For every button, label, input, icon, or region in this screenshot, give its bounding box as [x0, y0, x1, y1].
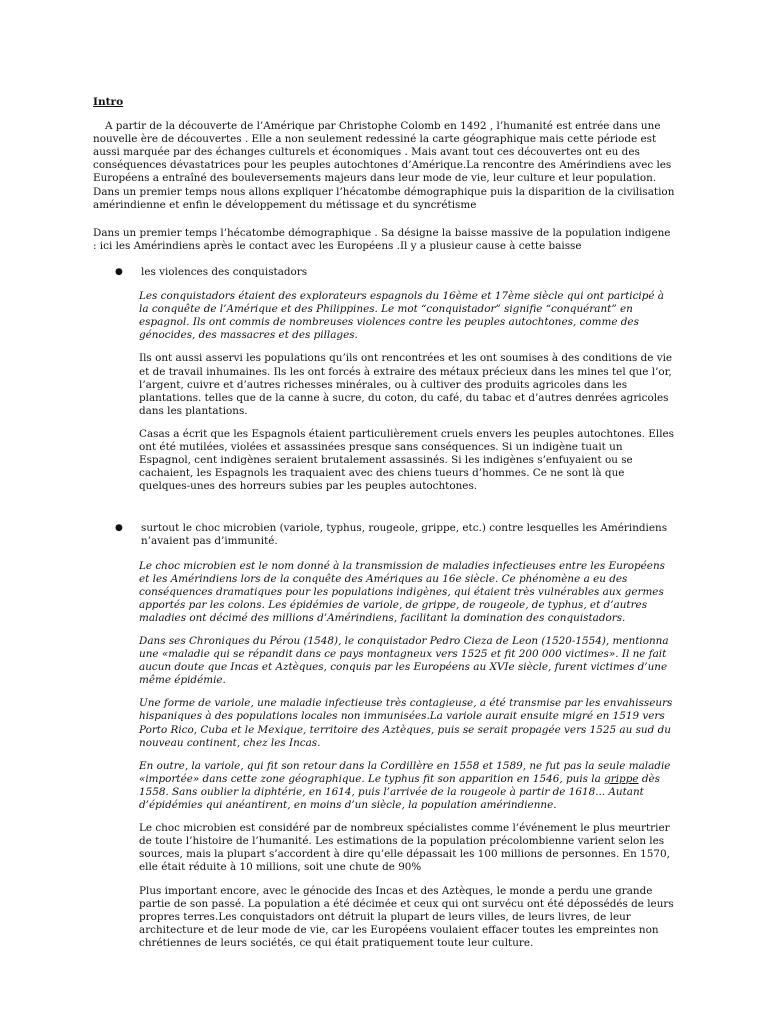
- epidemies-text-start: En outre, la variole, qui fit son retour dans la Cordillère en 1558 et 1589, ne fut pas la seule maladie «importée» dans cette zone géographique. Le typhus fit son apparition en 1546, puis la: [139, 759, 671, 785]
- enslavement-paragraph: Ils ont aussi asservi les populations qu’ils ont rencontrées et les ont soumises à des conditions de vie et de travail inhumaines. Ils les ont forcés à extraire des métaux précieux dans les mines tel que l’or, l’argent, cuivre et d’autres richesses minérales, ou à cultiver des produits agricoles dans les plantations. telles que de la canne à sucre, du coton, du café, du tabac et d’autres denrées agricoles dans les plantations.: [139, 352, 673, 417]
- section-intro-paragraph: Dans un premier temps l’hécatombe démographique . Sa désigne la baisse massive de la population indigene : ici les Amérindiens après le contact avec les Européens .Il y a plusieur cause à cette baisse: [93, 226, 671, 252]
- epidemies-text-end: dès 1558. Sans oublier la diphtérie, en 1614, puis l’arrivée de la rougeole à partir de 1618... Autant d’épidémies qui anéantirent, en moins d’un siècle, la population amérindienne.: [139, 772, 660, 812]
- document-body: [93, 96, 675, 960]
- genocide-paragraph: Plus important encore, avec le génocide des Incas et des Aztèques, le monde a perdu une grande partie de son passé. La population a été décimée et ceux qui ont survécu ont été dépossédés de leurs propres terres.Les conquistadors ont détruit la plupart de leurs villes, de leurs livres, de leur architecture et de leur mode de vie, car les Européens voulaient effacer toutes les empreintes non chrétiennes de leurs sociétés, ce qui était pratiquement toute leur culture.: [139, 884, 674, 949]
- bullet-item-choc-microbien: [115, 522, 675, 548]
- section-heading: Intro: [93, 96, 124, 108]
- bullet-title: surtout le choc microbien (variole, typhus, rougeole, grippe, etc.) contre lesquelles les Amérindiens n’avaient pas d’immunité.: [141, 522, 668, 548]
- bullet-icon: ●: [115, 523, 123, 534]
- bullet-icon: ●: [115, 266, 123, 277]
- intro-paragraph: A partir de la découverte de l’Amérique par Christophe Colomb en 1492 , l’humanité est entrée dans une nouvelle ère de découvertes . Elle a non seulement redessiné la carte géographique mais cette période est aussi marquée par des échanges culturels et économiques . Mais avant tout ces découvertes ont eu des conséquences dévastatrices pour les peuples autochtones d’Amérique.La rencontre des Amérindiens avec les Européens a entraîné des bouleversements majeurs dans leur mode de vie, leur culture et leur population. Dans un premier temps nous allons expliquer l’hécatombe démographique puis la disparition de la civilisation amérindienne et enfin le développement du métissage et du syncrétisme: [93, 120, 675, 211]
- evenement-meurtrier-paragraph: Le choc microbien est considéré par de nombreux spécialistes comme l’événement le plus meurtrier de toute l’histoire de l’humanité. Les estimations de la population précolombienne varient selon les sources, mais la plupart s’accordent à dire qu’elle dépassait les 100 millions de personnes. En 1570, elle était réduite à 10 millions, soit une chute de 90%: [139, 822, 670, 874]
- casas-paragraph: Casas a écrit que les Espagnols étaient particulièrement cruels envers les peuples autochtones. Elles ont été mutilées, violées et assassinées presque sans conséquences. Si un indigène tuait un Espagnol, cent indigènes seraient brutalement assassinés. Si les indigènes s’enfuyaient ou se cachaient, les Espagnols les traquaient avec des chiens tueurs d’hommes. Ce ne sont là que quelques-unes des horreurs subies par les peuples autochtones.: [139, 427, 674, 493]
- grippe-link[interactable]: grippe: [604, 772, 639, 785]
- chroniques-perou-paragraph: Dans ses Chroniques du Pérou (1548), le conquistador Pedro Cieza de Leon (1520-1554), mentionna une «maladie qui se répandit dans ce pays montagneux vers 1525 et fit 200 000 victimes». Il ne fait aucun doute que Incas et Aztèques, conquis par les Européens au XVIe siècle, furent victimes d’une même épidémie.: [139, 635, 669, 687]
- epidemies-paragraph: [139, 760, 675, 812]
- choc-microbien-definition-paragraph: Le choc microbien est le nom donné à la transmission de maladies infectieuses entre les Européens et les Amérindiens lors de la conquête des Amériques au 16e siècle. Ce phénomène a eu des conséquences dramatiques pour les populations indigènes, qui étaient très vulnérables aux germes apportés par les colons. Les épidémies de variole, de grippe, de rougeole, de typhus, et d’autres maladies ont décimé des millions d’Amérindiens, facilitant la domination des conquistadors.: [139, 559, 665, 624]
- variole-paragraph: Une forme de variole, une maladie infectieuse très contagieuse, a été transmise par les envahisseurs hispaniques à des populations locales non immunisées.La variole aurait ensuite migré en 1519 vers Porto Rico, Cuba et le Mexique, territoire des Aztèques, puis se serait propagée vers 1525 au sud du nouveau continent, chez les Incas.: [139, 697, 673, 749]
- bullet-item-violences: [115, 266, 675, 279]
- bullet-title: les violences des conquistadors: [141, 265, 308, 278]
- conquistadors-definition-paragraph: Les conquistadors étaient des explorateurs espagnols du 16ème et 17ème siècle qui ont participé à la conquête de l’Amérique et des Philippines. Le mot “conquistador” signifie “conquérant” en espagnol. Ils ont commis de nombreuses violences contre les peuples autochtones, comme des génocides, des massacres et des pillages.: [139, 290, 665, 342]
